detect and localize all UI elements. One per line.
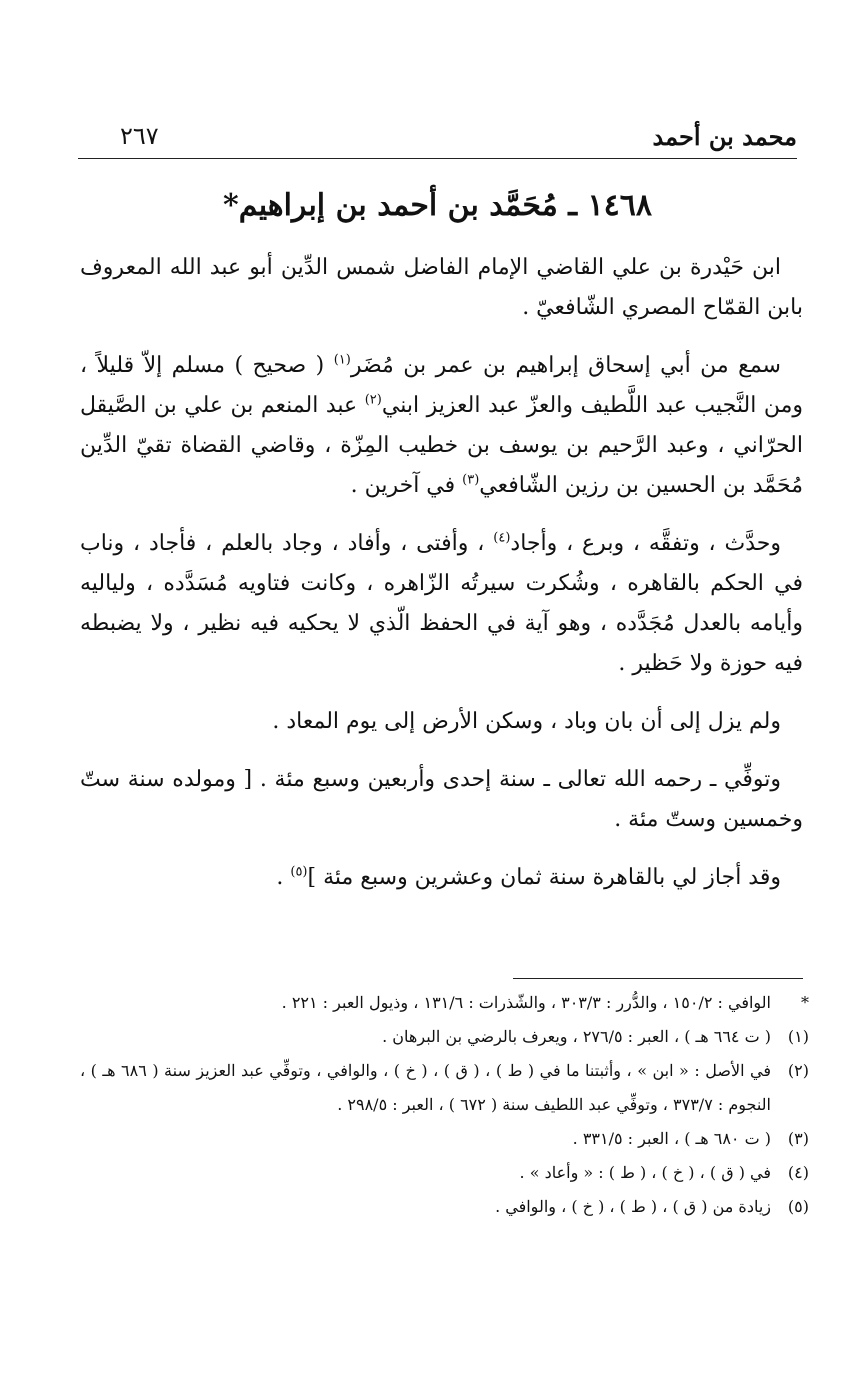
page-number: ٢٦٧ <box>120 122 159 150</box>
footnote-item <box>80 1156 809 1190</box>
footnote-text: الوافي : ١٥٠/٢ ، والدُّرر : ٣٠٣/٣ ، والشّذرات : ١٣١/٦ ، وذيول العبر : ٢٢١ . <box>281 993 771 1012</box>
paragraph-teachers <box>80 346 803 506</box>
paragraph-ijaza <box>80 858 803 898</box>
footnote-ref-5[interactable]: (٥) <box>290 864 308 880</box>
text-run: ، وأفتى ، وأفاد ، وجاد بالعلم ، فأجاد ، وناب في الحكم بالقاهره ، وشُكرت سيرتُه الزّاهره ، وكانت فتاويه مُسَدَّده ، ولياليه وأيامه بالعدل مُجَدَّده ، وهو آية في الحفظ الّذي لا يحكيه فيه نظير ، ولا يضبطه فيه حوزة ولا حَظير . <box>80 531 803 676</box>
footnote-ref-2[interactable]: (٢) <box>364 392 382 408</box>
footnote-item <box>80 1190 809 1224</box>
footnote-item <box>80 986 809 1020</box>
text-run: . <box>276 865 291 890</box>
footnote-item <box>80 1122 809 1156</box>
entry-body <box>80 248 803 916</box>
footnote-ref-1[interactable]: (١) <box>333 352 351 368</box>
text-run: سمع من أبي إسحاق إبراهيم بن عمر بن مُضَر <box>350 353 781 378</box>
footnotes <box>80 986 809 1224</box>
footnote-text: ( ت ٦٨٠ هـ ) ، العبر : ٣٣١/٥ . <box>572 1129 771 1148</box>
running-header <box>78 118 797 159</box>
footnote-marker: (١) <box>787 1027 809 1046</box>
text-run: ( صحيح ) مسلم إلاّ قليلاً ، ومن النَّجيب عبد اللَّطيف والعزّ عبد العزيز ابني <box>80 353 804 418</box>
footnote-marker: (٢) <box>787 1061 809 1080</box>
footnote-text: في ( ق ) ، ( خ ) ، ( ط ) : « وأعاد » . <box>519 1163 771 1182</box>
footnote-item <box>80 1054 809 1122</box>
text-run: وحدَّث ، وتفقَّه ، وبرع ، وأجاد <box>510 531 781 556</box>
paragraph-lineage: ابن حَيْدرة بن علي القاضي الإمام الفاضل شمس الدِّين أبو عبد الله المعروف بابن القمّاح المصري الشّافعيّ . <box>80 255 803 320</box>
footnote-ref-4[interactable]: (٤) <box>493 530 511 546</box>
entry-title: ١٤٦٨ ـ مُحَمَّد بن أحمد بن إبراهيم* <box>223 188 652 223</box>
paragraph-career <box>80 524 803 684</box>
footnote-marker: * <box>801 993 809 1012</box>
paragraph-death: وتوفِّي ـ رحمه الله تعالى ـ سنة إحدى وأربعين وسبع مئة . [ ومولده سنة ستّ وخمسين وستّ مئة . <box>80 767 803 832</box>
text-run: وقد أجاز لي بالقاهرة سنة ثمان وعشرين وسبع مئة ] <box>307 865 781 890</box>
footnote-text: ( ت ٦٦٤ هـ ) ، العبر : ٢٧٦/٥ ، ويعرف بالرضي بن البرهان . <box>382 1027 771 1046</box>
footnote-divider <box>513 978 803 979</box>
text-run: عبد المنعم بن علي بن الصَّيقل الحرّاني ، وعبد الرَّحيم بن يوسف بن خطيب المِزّة ، وقاضي القضاة تقيّ الدِّين مُحَمَّد بن الحسين بن رزين الشّافعي <box>80 393 803 498</box>
footnote-marker: (٣) <box>787 1129 809 1148</box>
text-run: في آخرين . <box>350 473 463 498</box>
footnote-text: في الأصل : « ابن » ، وأثبتنا ما في ( ط ) ، ( ق ) ، ( خ ) ، والوافي ، وتوفِّي عبد العزيز سنة ( ٦٨٦ هـ ) ، النجوم : ٣٧٣/٧ ، وتوفِّي عبد اللطيف سنة ( ٦٧٢ ) ، العبر : ٢٩٨/٥ . <box>80 1061 771 1114</box>
footnote-ref-3[interactable]: (٣) <box>462 472 480 488</box>
running-title: محمد بن أحمد <box>652 122 797 151</box>
footnote-marker: (٥) <box>787 1197 809 1216</box>
footnote-item <box>80 1020 809 1054</box>
paragraph-end: ولم يزل إلى أن بان وباد ، وسكن الأرض إلى يوم المعاد . <box>272 709 781 734</box>
footnote-marker: (٤) <box>787 1163 809 1182</box>
footnote-text: زيادة من ( ق ) ، ( ط ) ، ( خ ) ، والوافي . <box>495 1197 771 1216</box>
